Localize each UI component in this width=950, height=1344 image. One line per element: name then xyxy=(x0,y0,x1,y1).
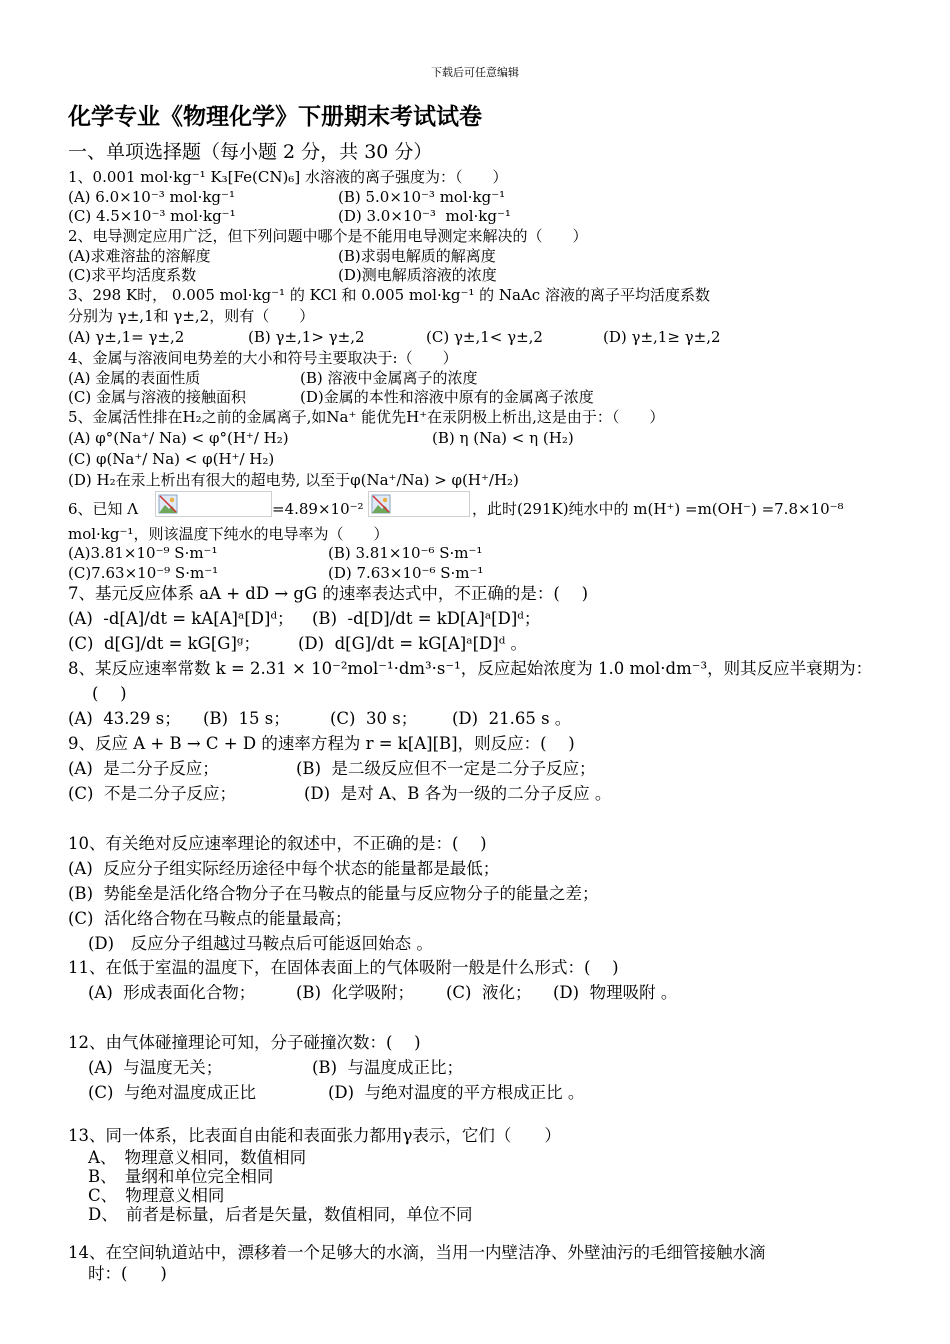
q8-stem-cont: ( ) xyxy=(92,684,127,703)
q5-stem: 5、金属活性排在H₂之前的金属离子,如Na⁺ 能优先H⁺在汞阴极上析出,这是由于：（ ） xyxy=(68,408,665,426)
q11-option-c: (C) 液化； xyxy=(446,983,532,1002)
q3-stem: 3、298 K时， 0.005 mol·kg⁻¹ 的 KCl 和 0.005 mol·kg⁻¹ 的 NaAc 溶液的离子平均活度系数 xyxy=(68,286,710,304)
q11-stem: 11、在低于室温的温度下，在固体表面上的气体吸附一般是什么形式：( ) xyxy=(68,958,619,977)
q4-stem: 4、金属与溶液间电势差的大小和符号主要取决于:（ ） xyxy=(68,349,458,367)
q9-option-c: (C) 不是二分子反应； xyxy=(68,784,236,803)
q1-stem: 1、0.001 mol·kg⁻¹ K₃[Fe(CN)₆] 水溶液的离子强度为：（ ） xyxy=(68,168,508,186)
q9-stem: 9、反应 A + B → C + D 的速率方程为 r = k[A][B]，则反应：( ) xyxy=(68,734,575,753)
q12-option-d: (D) 与绝对温度的平方根成正比 。 xyxy=(328,1083,585,1102)
q7-stem: 7、基元反应体系 aA + dD → gG 的速率表达式中，不正确的是：( ) xyxy=(68,584,589,603)
q4-option-a: (A) 金属的表面性质 xyxy=(68,369,201,387)
q9-option-b: (B) 是二级反应但不一定是二分子反应； xyxy=(296,759,596,778)
q13-option-c: C、 物理意义相同 xyxy=(88,1186,225,1205)
q12-option-b: (B) 与温度成正比； xyxy=(312,1058,463,1077)
q6-option-c: (C)7.63×10⁻⁹ S·m⁻¹ xyxy=(68,564,219,582)
q13-option-d: D、 前者是标量，后者是矢量，数值相同，单位不同 xyxy=(88,1205,473,1224)
q10-option-c: (C) 活化络合物在马鞍点的能量最高； xyxy=(68,909,352,928)
q4-option-c: (C) 金属与溶液的接触面积 xyxy=(68,388,246,406)
q6-option-b: (B) 3.81×10⁻⁶ S·m⁻¹ xyxy=(328,544,483,562)
section-heading: 一、单项选择题（每小题 2 分，共 30 分） xyxy=(68,141,433,163)
q6-option-a: (A)3.81×10⁻⁹ S·m⁻¹ xyxy=(68,544,218,562)
q7-option-a: (A) -d[A]/dt = kA[A]ᵃ[D]ᵈ； xyxy=(68,609,294,628)
q6-stem-value: =4.89×10⁻² xyxy=(272,500,364,518)
q6-option-d: (D) 7.63×10⁻⁶ S·m⁻¹ xyxy=(328,564,484,582)
q5-option-b: (B) η (Na) < η (H₂) xyxy=(432,429,574,447)
q13-stem: 13、同一体系，比表面自由能和表面张力都用γ表示，它们（ ） xyxy=(68,1126,561,1145)
q2-option-b: (B)求弱电解质的解离度 xyxy=(338,247,496,265)
broken-image-placeholder xyxy=(155,491,272,517)
q13-option-a: A、 物理意义相同，数值相同 xyxy=(88,1148,307,1167)
q11-option-b: (B) 化学吸附； xyxy=(296,983,414,1002)
q8-option-c: (C) 30 s； xyxy=(330,709,418,728)
broken-image-icon xyxy=(371,494,391,514)
q1-option-a: (A) 6.0×10⁻³ mol·kg⁻¹ xyxy=(68,188,235,206)
exam-title: 化学专业《物理化学》下册期末考试试卷 xyxy=(68,103,482,130)
q12-option-c: (C) 与绝对温度成正比 xyxy=(88,1083,256,1102)
q4-option-b: (B) 溶液中金属离子的浓度 xyxy=(300,369,478,387)
q6-stem-start: 6、已知 Λ xyxy=(68,500,139,518)
q3-option-d: (D) γ±,1≥ γ±,2 xyxy=(603,328,721,346)
q4-option-d: (D)金属的本性和溶液中原有的金属离子浓度 xyxy=(300,388,594,406)
q6-stem-cont: mol·kg⁻¹，则该温度下纯水的电导率为（ ） xyxy=(68,525,389,543)
q6-stem-end: ，此时(291K)纯水中的 m(H⁺) =m(OH⁻) =7.8×10⁻⁸ xyxy=(472,500,844,518)
q9-option-a: (A) 是二分子反应； xyxy=(68,759,219,778)
q5-option-c: (C) φ(Na⁺/ Na) < φ(H⁺/ H₂) xyxy=(68,450,275,468)
q8-option-a: (A) 43.29 s； xyxy=(68,709,181,728)
q3-stem-cont: 分别为 γ±,1和 γ±,2，则有（ ） xyxy=(68,307,315,325)
q13-option-b: B、 量纲和单位完全相同 xyxy=(88,1167,274,1186)
q5-option-a: (A) φ°(Na⁺/ Na) < φ°(H⁺/ H₂) xyxy=(68,429,289,447)
q2-stem: 2、电导测定应用广泛，但下列问题中哪个是不能用电导测定来解决的（ ） xyxy=(68,227,588,245)
q3-option-a: (A) γ±,1= γ±,2 xyxy=(68,328,185,346)
q8-stem: 8、某反应速率常数 k = 2.31 × 10⁻²mol⁻¹·dm³·s⁻¹，反应起始浓度为 1.0 mol·dm⁻³，则其反应半衰期为： xyxy=(68,659,873,678)
q5-option-d: (D) H₂在汞上析出有很大的超电势, 以至于φ(Na⁺/Na) > φ(H⁺/H₂) xyxy=(68,471,519,489)
broken-image-placeholder xyxy=(368,491,470,517)
q7-option-b: (B) -d[D]/dt = kD[A]ᵃ[D]ᵈ； xyxy=(312,609,541,628)
q10-option-a: (A) 反应分子组实际经历途径中每个状态的能量都是最低； xyxy=(68,859,500,878)
q8-option-d: (D) 21.65 s 。 xyxy=(452,709,572,728)
q12-option-a: (A) 与温度无关； xyxy=(88,1058,223,1077)
q1-option-c: (C) 4.5×10⁻³ mol·kg⁻¹ xyxy=(68,207,236,225)
q7-option-c: (C) d[G]/dt = kG[G]ᵍ； xyxy=(68,634,261,653)
q10-stem: 10、有关绝对反应速率理论的叙述中，不正确的是：( ) xyxy=(68,834,487,853)
q8-option-b: (B) 15 s； xyxy=(203,709,290,728)
q14-stem-cont: 时：( ) xyxy=(88,1264,167,1283)
q9-option-d: (D) 是对 A、B 各为一级的二分子反应 。 xyxy=(304,784,612,803)
q1-option-d: (D) 3.0×10⁻³ mol·kg⁻¹ xyxy=(338,207,511,225)
q2-option-c: (C)求平均活度系数 xyxy=(68,266,197,284)
page-header: 下载后可任意编辑 xyxy=(431,66,519,79)
q11-option-a: (A) 形成表面化合物； xyxy=(88,983,256,1002)
q7-option-d: (D) d[G]/dt = kG[A]ᵃ[D]ᵈ 。 xyxy=(298,634,528,653)
q3-option-b: (B) γ±,1> γ±,2 xyxy=(248,328,365,346)
q1-option-b: (B) 5.0×10⁻³ mol·kg⁻¹ xyxy=(338,188,506,206)
q2-option-d: (D)测电解质溶液的浓度 xyxy=(338,266,497,284)
q12-stem: 12、由气体碰撞理论可知，分子碰撞次数：( ) xyxy=(68,1033,421,1052)
q11-option-d: (D) 物理吸附 。 xyxy=(553,983,678,1002)
q10-option-b: (B) 势能垒是活化络合物分子在马鞍点的能量与反应物分子的能量之差； xyxy=(68,884,599,903)
q2-option-a: (A)求难溶盐的溶解度 xyxy=(68,247,211,265)
q10-option-d: (D) 反应分子组越过马鞍点后可能返回始态 。 xyxy=(88,934,433,953)
broken-image-icon xyxy=(158,494,178,514)
q14-stem: 14、在空间轨道站中，漂移着一个足够大的水滴，当用一内壁洁净、外壁油污的毛细管接触水滴 xyxy=(68,1243,766,1262)
q3-option-c: (C) γ±,1< γ±,2 xyxy=(426,328,543,346)
